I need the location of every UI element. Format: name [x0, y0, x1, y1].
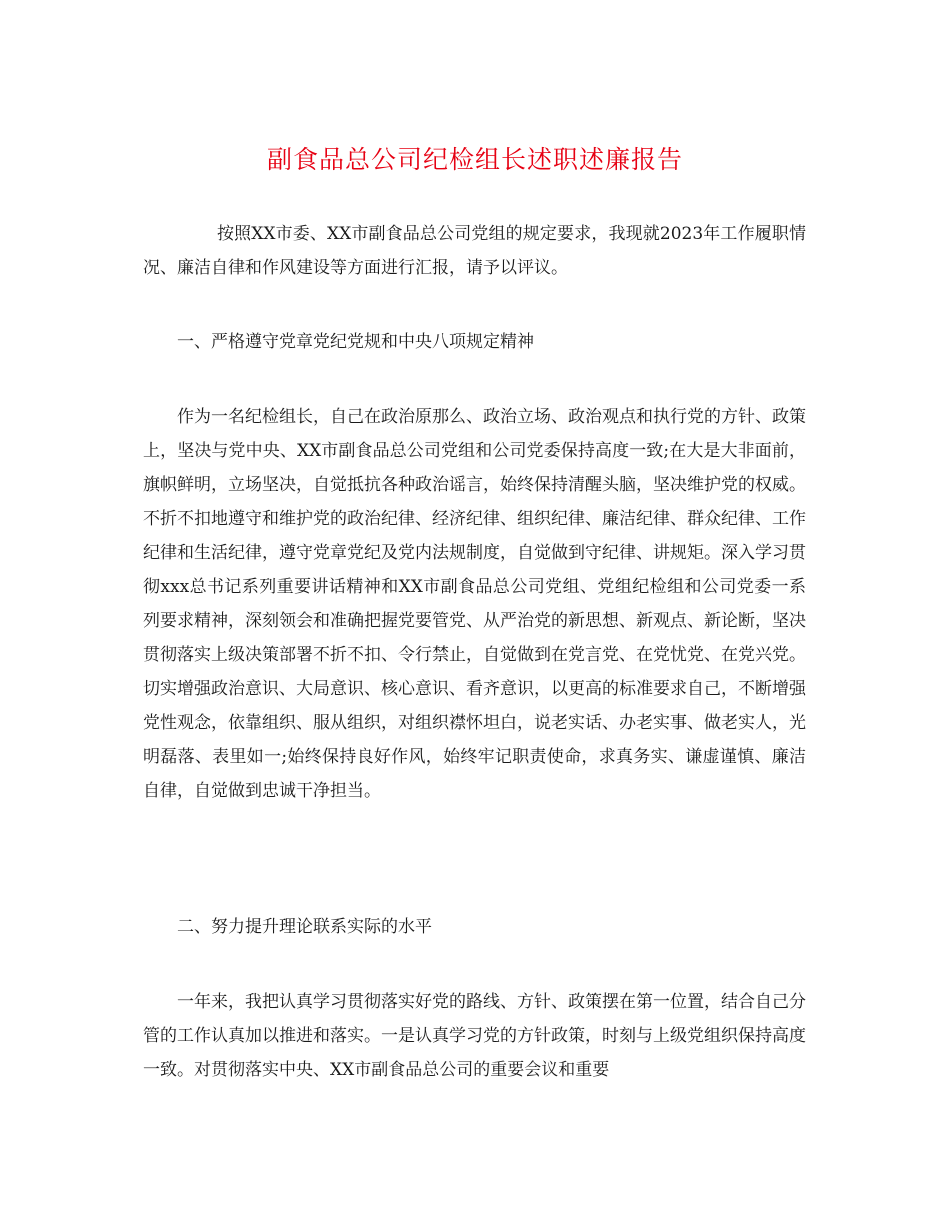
section-1-heading: 一、严格遵守党章党纪党规和中央八项规定精神	[177, 332, 534, 352]
section-1-paragraph: 作为一名纪检组长，自己在政治原那么、政治立场、政治观点和执行党的方针、政策上，坚决与党中央、XX市副食品总公司党组和公司党委保持高度一致;在大是大非面前，旗帜鲜明，立场坚决，自觉抵抗各种政治谣言，始终保持清醒头脑，坚决维护党的权威。不折不扣地遵守和维护党的政治纪律、经济纪律、组织纪律、廉洁纪律、群众纪律、工作纪律和生活纪律，遵守党章党纪及党内法规制度，自觉做到守纪律、讲规矩。深入学习贯彻xxx总书记系列重要讲话精神和XX市副食品总公司党组、党组纪检组和公司党委一系列要求精神，深刻领会和准确把握党要管党、从严治党的新思想、新观点、新论断，坚决贯彻落实上级决策部署不折不扣、令行禁止，自觉做到在党言党、在党忧党、在党兴党。切实增强政治意识、大局意识、核心意识、看齐意识，以更高的标准要求自己，不断增强党性观念，依靠组织、服从组织，对组织襟怀坦白，说老实话、办老实事、做老实人，光明磊落、表里如一;始终保持良好作风，始终牢记职责使命，求真务实、谦虚谨慎、廉洁自律，自觉做到忠诚干净担当。	[143, 407, 806, 801]
section-2-paragraph: 一年来，我把认真学习贯彻落实好党的路线、方针、政策摆在第一位置，结合自己分管的工作认真加以推进和落实。一是认真学习党的方针政策，时刻与上级党组织保持高度一致。对贯彻落实中央、XX市副食品总公司的重要会议和重要	[143, 992, 806, 1080]
section-2-heading: 二、努力提升理论联系实际的水平	[177, 917, 432, 937]
intro-paragraph: 按照XX市委、XX市副食品总公司党组的规定要求，我现就2023年工作履职情况、廉洁自律和作风建设等方面进行汇报，请予以评议。	[143, 224, 806, 278]
document-title: 副食品总公司纪检组长述职述廉报告	[266, 145, 683, 174]
